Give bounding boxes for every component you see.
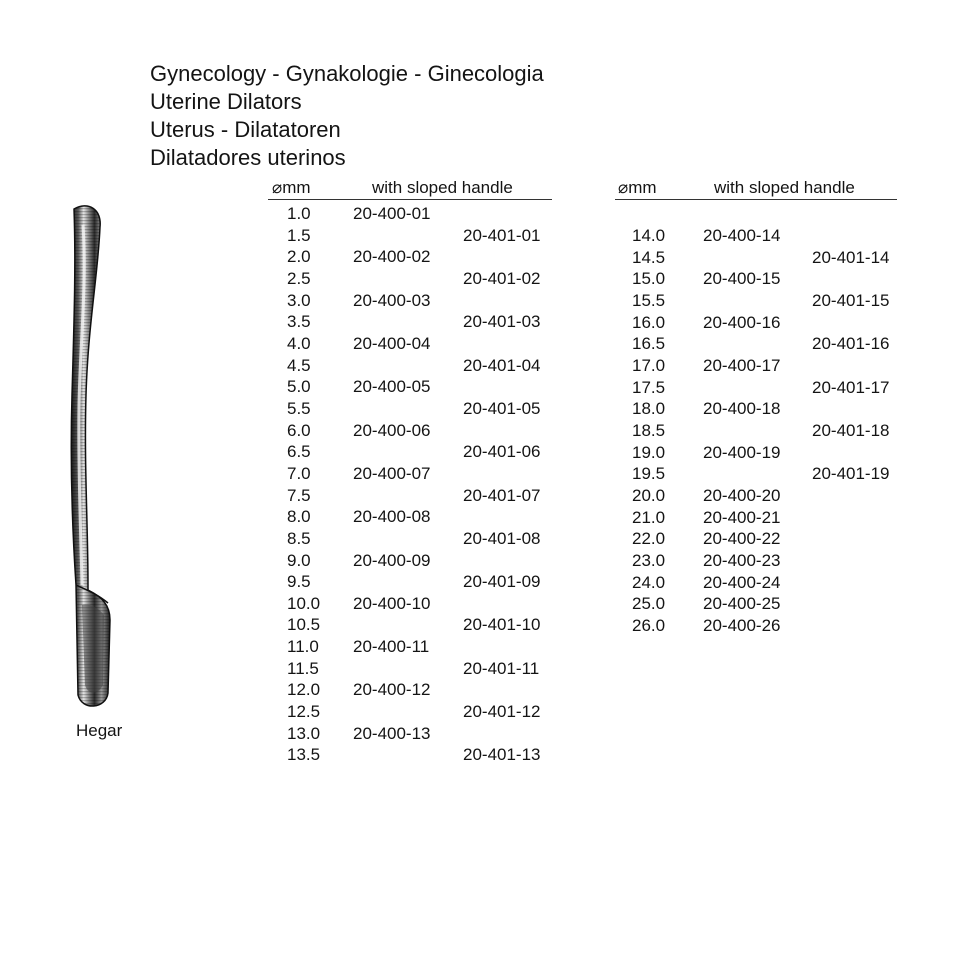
code-sloped-cell: 20-401-14 bbox=[812, 247, 890, 267]
code-standard-cell: 20-400-17 bbox=[703, 355, 781, 375]
code-sloped-cell: 20-401-10 bbox=[463, 615, 541, 635]
table-row bbox=[287, 593, 567, 615]
diameter-cell: 1.5 bbox=[287, 225, 311, 245]
code-standard-cell: 20-400-25 bbox=[703, 594, 781, 614]
diameter-cell: 10.5 bbox=[287, 615, 321, 635]
table-row bbox=[632, 572, 912, 594]
diameter-cell: 6.5 bbox=[287, 442, 311, 462]
code-sloped-cell: 20-401-19 bbox=[812, 464, 890, 484]
table-row bbox=[287, 744, 567, 766]
diameter-cell: 11.5 bbox=[287, 658, 319, 678]
left-diameter-header: ⌀mm bbox=[272, 178, 311, 197]
code-sloped-cell: 20-401-13 bbox=[463, 745, 541, 765]
table-row bbox=[287, 658, 567, 680]
table-row bbox=[287, 571, 567, 593]
diameter-cell: 19.5 bbox=[632, 464, 666, 484]
table-row bbox=[287, 376, 567, 398]
table-row bbox=[632, 333, 912, 355]
diameter-cell: 17.0 bbox=[632, 355, 666, 375]
table-row bbox=[287, 528, 567, 550]
code-standard-cell: 20-400-14 bbox=[703, 226, 781, 245]
diameter-cell: 3.0 bbox=[287, 290, 311, 310]
table-row bbox=[287, 355, 567, 377]
diameter-cell: 23.0 bbox=[632, 550, 666, 570]
code-standard-cell: 20-400-22 bbox=[703, 529, 781, 549]
code-standard-cell: 20-400-03 bbox=[353, 290, 431, 310]
table-row bbox=[632, 463, 912, 485]
diameter-cell: 5.0 bbox=[287, 377, 311, 397]
code-sloped-cell: 20-401-12 bbox=[463, 702, 541, 722]
diameter-cell: 20.0 bbox=[632, 485, 666, 505]
table-row bbox=[287, 701, 567, 723]
code-sloped-cell: 20-401-09 bbox=[463, 572, 541, 592]
diameter-cell: 14.5 bbox=[632, 247, 666, 267]
table-row bbox=[287, 463, 567, 485]
code-standard-cell: 20-400-15 bbox=[703, 269, 781, 289]
table-row bbox=[287, 614, 567, 636]
code-standard-cell: 20-400-08 bbox=[353, 507, 431, 527]
code-sloped-cell: 20-401-08 bbox=[463, 528, 541, 548]
table-row bbox=[632, 485, 912, 507]
left-handle-header: with sloped handle bbox=[372, 178, 513, 197]
table-row bbox=[632, 615, 912, 637]
table-row bbox=[632, 550, 912, 572]
diameter-cell: 24.0 bbox=[632, 572, 666, 592]
code-standard-cell: 20-400-01 bbox=[353, 204, 431, 223]
code-standard-cell: 20-400-21 bbox=[703, 507, 781, 527]
diameter-cell: 7.5 bbox=[287, 485, 311, 505]
diameter-cell: 2.0 bbox=[287, 247, 311, 267]
table-row bbox=[287, 398, 567, 420]
table-row bbox=[287, 311, 567, 333]
diameter-cell: 18.0 bbox=[632, 399, 666, 419]
table-row bbox=[632, 507, 912, 529]
diameter-cell: 25.0 bbox=[632, 594, 666, 614]
right-handle-header: with sloped handle bbox=[714, 178, 855, 197]
title-line-german: Uterus - Dilatatoren bbox=[150, 117, 341, 142]
diameter-cell: 12.0 bbox=[287, 680, 321, 700]
diameter-cell: 4.0 bbox=[287, 333, 311, 353]
code-standard-cell: 20-400-10 bbox=[353, 593, 431, 613]
table-row bbox=[287, 679, 567, 701]
table-row bbox=[632, 420, 912, 442]
diameter-cell: 18.5 bbox=[632, 420, 666, 440]
diameter-cell: 12.5 bbox=[287, 702, 321, 722]
code-sloped-cell: 20-401-04 bbox=[463, 355, 541, 375]
diameter-cell: 3.5 bbox=[287, 312, 311, 332]
table-row bbox=[632, 528, 912, 550]
table-row bbox=[287, 333, 567, 355]
diameter-cell: 5.5 bbox=[287, 398, 311, 418]
diameter-cell: 22.0 bbox=[632, 529, 666, 549]
code-standard-cell: 20-400-06 bbox=[353, 420, 431, 440]
table-row bbox=[632, 377, 912, 399]
code-standard-cell: 20-400-11 bbox=[353, 637, 430, 657]
table-row bbox=[632, 442, 912, 464]
code-sloped-cell: 20-401-01 bbox=[463, 225, 541, 245]
diameter-cell: 16.0 bbox=[632, 312, 666, 332]
diameter-cell: 21.0 bbox=[632, 507, 666, 527]
code-standard-cell: 20-400-07 bbox=[353, 463, 431, 483]
code-standard-cell: 20-400-02 bbox=[353, 247, 431, 267]
table-row bbox=[287, 441, 567, 463]
diameter-cell: 19.0 bbox=[632, 442, 666, 462]
left-header-rule bbox=[268, 199, 552, 200]
title-line-spanish: Dilatadores uterinos bbox=[150, 145, 346, 170]
code-standard-cell: 20-400-20 bbox=[703, 485, 781, 505]
hegar-dilator-icon bbox=[58, 205, 128, 720]
diameter-cell: 13.0 bbox=[287, 723, 321, 743]
code-standard-cell: 20-400-16 bbox=[703, 312, 781, 332]
diameter-cell: 16.5 bbox=[632, 334, 666, 354]
code-standard-cell: 20-400-13 bbox=[353, 723, 431, 743]
code-standard-cell: 20-400-24 bbox=[703, 572, 781, 592]
table-row bbox=[632, 355, 912, 377]
diameter-cell: 9.0 bbox=[287, 550, 311, 570]
code-sloped-cell: 20-401-02 bbox=[463, 268, 541, 288]
table-row bbox=[632, 247, 912, 269]
table-row bbox=[287, 203, 567, 225]
code-sloped-cell: 20-401-16 bbox=[812, 334, 890, 354]
diameter-cell: 7.0 bbox=[287, 463, 311, 483]
diameter-cell: 15.0 bbox=[632, 269, 666, 289]
diameter-cell: 6.0 bbox=[287, 420, 311, 440]
code-standard-cell: 20-400-19 bbox=[703, 442, 781, 462]
diameter-cell: 15.5 bbox=[632, 290, 666, 310]
code-standard-cell: 20-400-04 bbox=[353, 333, 431, 353]
table-row bbox=[632, 593, 912, 615]
diameter-cell: 8.5 bbox=[287, 528, 311, 548]
code-standard-cell: 20-400-18 bbox=[703, 399, 781, 419]
table-row bbox=[632, 312, 912, 334]
diameter-cell: 11.0 bbox=[287, 637, 319, 657]
diameter-cell: 8.0 bbox=[287, 507, 311, 527]
diameter-cell: 26.0 bbox=[632, 615, 666, 635]
table-row bbox=[287, 485, 567, 507]
table-row bbox=[287, 246, 567, 268]
diameter-cell: 17.5 bbox=[632, 377, 666, 397]
code-sloped-cell: 20-401-11 bbox=[463, 658, 540, 678]
code-standard-cell: 20-400-26 bbox=[703, 615, 781, 635]
code-sloped-cell: 20-401-18 bbox=[812, 420, 890, 440]
right-diameter-header: ⌀mm bbox=[618, 178, 657, 197]
table-row bbox=[632, 290, 912, 312]
table-row bbox=[287, 225, 567, 247]
code-sloped-cell: 20-401-07 bbox=[463, 485, 541, 505]
code-standard-cell: 20-400-09 bbox=[353, 550, 431, 570]
table-row bbox=[287, 636, 567, 658]
code-sloped-cell: 20-401-06 bbox=[463, 442, 541, 462]
table-row bbox=[632, 398, 912, 420]
diameter-cell: 9.5 bbox=[287, 572, 311, 592]
code-standard-cell: 20-400-23 bbox=[703, 550, 781, 570]
table-row bbox=[287, 268, 567, 290]
table-row bbox=[287, 290, 567, 312]
code-sloped-cell: 20-401-03 bbox=[463, 312, 541, 332]
right-size-table bbox=[632, 225, 912, 636]
table-row bbox=[287, 506, 567, 528]
table-row bbox=[632, 225, 912, 247]
catalog-title bbox=[150, 60, 544, 172]
table-row bbox=[287, 420, 567, 442]
code-standard-cell: 20-400-12 bbox=[353, 680, 431, 700]
code-sloped-cell: 20-401-15 bbox=[812, 290, 890, 310]
code-sloped-cell: 20-401-05 bbox=[463, 398, 541, 418]
diameter-cell: 10.0 bbox=[287, 593, 321, 613]
table-row bbox=[287, 550, 567, 572]
code-sloped-cell: 20-401-17 bbox=[812, 377, 890, 397]
left-size-table bbox=[287, 203, 567, 766]
instrument-caption: Hegar bbox=[76, 721, 123, 740]
diameter-cell: 1.0 bbox=[287, 204, 311, 223]
diameter-cell: 2.5 bbox=[287, 268, 311, 288]
table-row bbox=[632, 268, 912, 290]
title-line-english: Uterine Dilators bbox=[150, 89, 302, 114]
table-row bbox=[287, 723, 567, 745]
diameter-cell: 13.5 bbox=[287, 745, 321, 765]
diameter-cell: 4.5 bbox=[287, 355, 311, 375]
title-line-categories: Gynecology - Gynakologie - Ginecologia bbox=[150, 61, 544, 86]
code-standard-cell: 20-400-05 bbox=[353, 377, 431, 397]
right-header-rule bbox=[615, 199, 897, 200]
diameter-cell: 14.0 bbox=[632, 226, 666, 245]
